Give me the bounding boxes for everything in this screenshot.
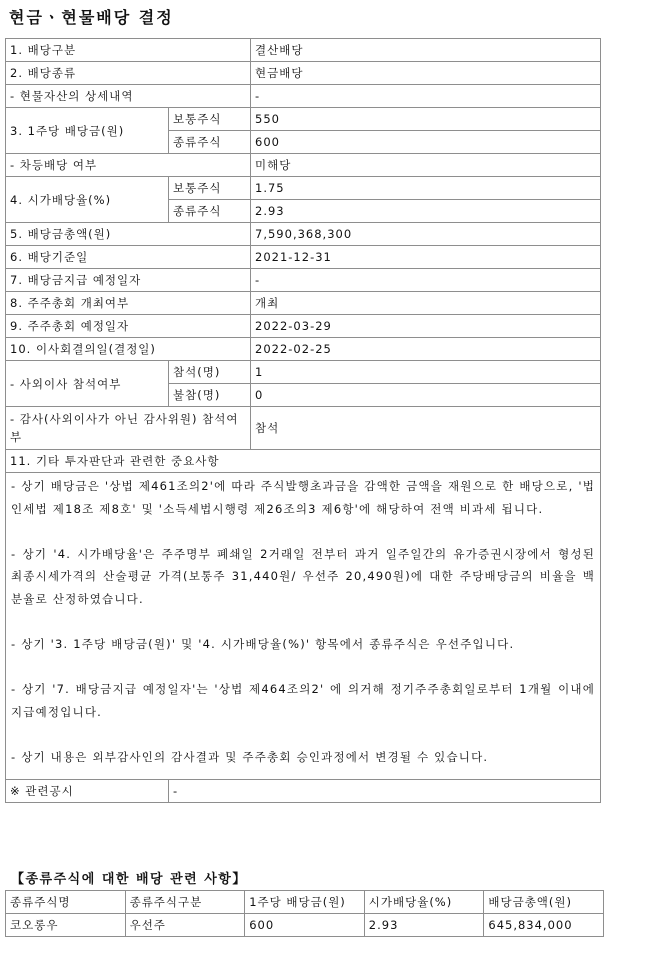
row-value: - — [251, 85, 601, 108]
table-row — [6, 85, 601, 108]
table-row — [6, 779, 601, 802]
preferred-stock-table — [5, 890, 604, 937]
row-label: - 차등배당 여부 — [6, 154, 251, 177]
row-label: 6. 배당기준일 — [6, 246, 251, 269]
row-label: 10. 이사회결의일(결정일) — [6, 338, 251, 361]
column-header: 종류주식명 — [6, 891, 126, 914]
row-sublabel: 참석(명) — [169, 361, 251, 384]
column-header: 시가배당율(%) — [364, 891, 484, 914]
table-row — [6, 154, 601, 177]
row-value: 550 — [251, 108, 601, 131]
related-label: ※ 관련공시 — [6, 779, 169, 802]
table-cell: 우선주 — [125, 914, 245, 937]
row-value: 1.75 — [251, 177, 601, 200]
row-label: 7. 배당금지급 예정일자 — [6, 269, 251, 292]
row-sublabel: 종류주식 — [169, 200, 251, 223]
table-cell: 코오롱우 — [6, 914, 126, 937]
row-label: 1. 배당구분 — [6, 39, 251, 62]
table-row — [6, 39, 601, 62]
row-value: 2022-03-29 — [251, 315, 601, 338]
column-header: 종류주식구분 — [125, 891, 245, 914]
note-paragraph: - 상기 배당금은 '상법 제461조의2'에 따라 주식발행초과금을 감액한 금액을 재원으로 한 배당으로, '법인세법 제18조 제8호' 및 '소득세법시행령 제26조의3 제6항'에 해당하여 전액 비과세 됩니다. — [11, 479, 596, 516]
related-value: - — [169, 779, 601, 802]
note-paragraph: - 상기 '4. 시가배당율'은 주주명부 폐쇄일 2거래일 전부터 과거 일주일간의 유가증권시장에서 형성된 최종시세가격의 산술평균 가격(보통주 31,440원/ 우선주 20,490원)에 대한 주당배당금의 비율을 백분율로 산정하였습니다. — [11, 546, 596, 606]
table-row — [6, 292, 601, 315]
table-row — [6, 407, 601, 450]
row-value: 미해당 — [251, 154, 601, 177]
row-value: 1 — [251, 361, 601, 384]
table-cell: 600 — [245, 914, 365, 937]
row-value: 2021-12-31 — [251, 246, 601, 269]
row-label: 11. 기타 투자판단과 관련한 중요사항 — [6, 450, 601, 473]
row-value: 2022-02-25 — [251, 338, 601, 361]
column-header: 1주당 배당금(원) — [245, 891, 365, 914]
column-header: 배당금총액(원) — [484, 891, 604, 914]
row-value: 참석 — [251, 407, 601, 450]
row-value: 600 — [251, 131, 601, 154]
table-row — [6, 315, 601, 338]
row-sublabel: 보통주식 — [169, 108, 251, 131]
row-value: - — [251, 269, 601, 292]
note-paragraph: - 상기 내용은 외부감사인의 감사결과 및 주주총회 승인과정에서 변경될 수 있습니다. — [11, 750, 489, 765]
notes-row — [6, 473, 601, 780]
dividend-decision-table — [5, 38, 601, 803]
table-row — [6, 338, 601, 361]
table-cell: 2.93 — [364, 914, 484, 937]
row-sublabel: 종류주식 — [169, 131, 251, 154]
section-title: 【종류주식에 대한 배당 관련 사항】 — [11, 872, 247, 887]
row-value: 결산배당 — [251, 39, 601, 62]
row-value: 7,590,368,300 — [251, 223, 601, 246]
row-label: 8. 주주총회 개최여부 — [6, 292, 251, 315]
note-paragraph: - 상기 '7. 배당금지급 예정일자'는 '상법 제464조의2' 에 의거해 정기주주총회일로부터 1개월 이내에 지급예정입니다. — [11, 682, 596, 719]
row-label: 9. 주주총회 예정일자 — [6, 315, 251, 338]
table-header-row — [6, 891, 604, 914]
row-label: 5. 배당금총액(원) — [6, 223, 251, 246]
row-label: - 현물자산의 상세내역 — [6, 85, 251, 108]
table-row — [6, 914, 604, 937]
row-sublabel: 보통주식 — [169, 177, 251, 200]
row-value: 2.93 — [251, 200, 601, 223]
row-label: 4. 시가배당율(%) — [6, 177, 169, 223]
table-row — [6, 450, 601, 473]
table-row — [6, 361, 601, 384]
row-value: 현금배당 — [251, 62, 601, 85]
row-value: 개최 — [251, 292, 601, 315]
table-row — [6, 62, 601, 85]
table-row — [6, 177, 601, 200]
row-label: 2. 배당종류 — [6, 62, 251, 85]
note-paragraph: - 상기 '3. 1주당 배당금(원)' 및 '4. 시가배당율(%)' 항목에서 종류주식은 우선주입니다. — [11, 637, 515, 652]
table-cell: 645,834,000 — [484, 914, 604, 937]
row-label: - 사외이사 참석여부 — [6, 361, 169, 407]
row-label: - 감사(사외이사가 아닌 감사위원) 참석여부 — [6, 407, 251, 450]
table-row — [6, 223, 601, 246]
table-row — [6, 108, 601, 131]
page-title: 현금ㆍ현물배당 결정 — [9, 8, 174, 27]
table-row — [6, 246, 601, 269]
table-row — [6, 269, 601, 292]
row-sublabel: 불참(명) — [169, 384, 251, 407]
row-label: 3. 1주당 배당금(원) — [6, 108, 169, 154]
row-value: 0 — [251, 384, 601, 407]
notes-cell — [6, 473, 601, 780]
